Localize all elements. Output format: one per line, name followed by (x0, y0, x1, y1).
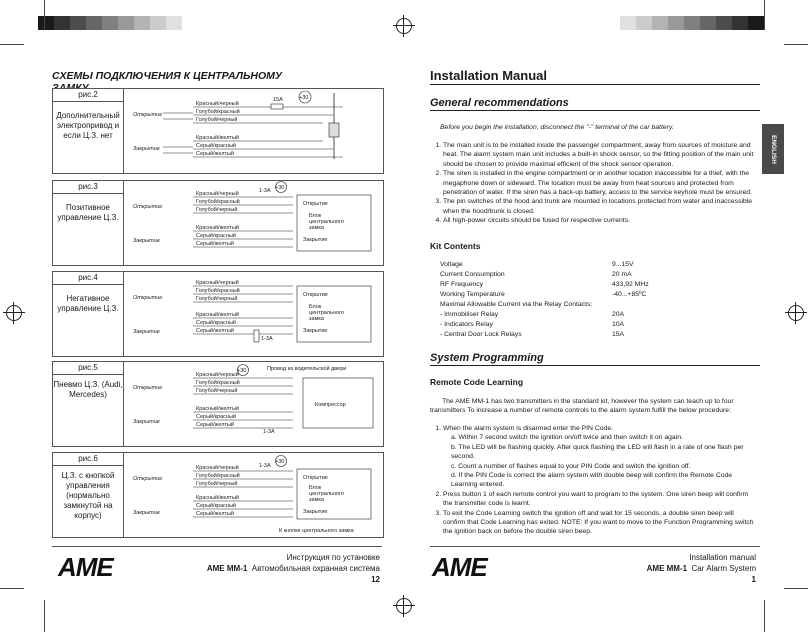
list-item: 1. The main unit is to be installed inside the passenger compartment, away from sources of moisture and heat. The alarm system main unit includes a built-in shock sensor, so the fitting position of the main unit should be chosen to provide maximal efficient of the shock sensor operation. (443, 141, 756, 169)
svg-text:Открытие: Открытие (133, 385, 163, 391)
footer-rule (52, 546, 382, 547)
svg-text:Открытие: Открытие (303, 292, 328, 298)
figure-2 (52, 88, 384, 174)
svg-text:замка: замка (309, 225, 324, 231)
svg-text:Закрытие: Закрытие (303, 237, 328, 243)
svg-text:замка: замка (309, 497, 324, 503)
figure-3 (52, 180, 384, 266)
svg-text:Компрессор: Компрессор (315, 402, 346, 408)
list-item: 3. To exit the Code Learning switch the ignition off and wait for 15 seconds, a double siren beep will confirm that Code Learning has exited. NOTE: If you want to move to the Function Programming switch the ignition back on before the double siren beep. (443, 509, 756, 537)
footer-info-en: Installation manual AME MM-1 Car Alarm System 1 (646, 553, 756, 584)
svg-text:Красный/желтый: Красный/желтый (196, 495, 239, 501)
crop-mark (44, 0, 45, 30)
svg-text:центрального: центрального (309, 491, 344, 497)
table-row: Voltage 9...15V (440, 261, 634, 268)
svg-text:Открытие: Открытие (133, 476, 163, 482)
registration-mark-bottom (396, 598, 412, 614)
list-item: 1. When the alarm system is disarmed enter the PIN Code. a. Within 7 second switch the ignition on/off twice and then switch it on again. b. The LED will be flashing quickly. After quick flashing the LED will flash in a rate of one flash per second. c. Count a number of flashes equal to your PIN Code and switch the ignition off. d. If the PIN Code is correct the alarm system with double beep will confirm the Remote Code Learning entered. (443, 424, 756, 490)
svg-text:Красный/желтый: Красный/желтый (196, 312, 239, 318)
svg-text:15A: 15A (273, 97, 283, 103)
wiring-diagram-2 (53, 89, 383, 173)
list-item: 2. The siren is installed in the engine compartment or in another location inaccessible for a thief, with the megaphone down or sideward. The location must be away from heat sources and protected from penetration of water. If the siren has a back-up battery, access to the service keyhole must be ensured. (443, 169, 756, 197)
svg-text:+30: +30 (275, 459, 285, 465)
svg-text:1-3A: 1-3A (259, 463, 271, 469)
svg-text:Блок: Блок (309, 485, 322, 491)
figure-label: рис.4 (53, 272, 124, 285)
svg-text:Закрытие: Закрытие (133, 238, 160, 244)
crop-mark (0, 588, 24, 589)
figure-6 (52, 452, 384, 538)
svg-text:Красный/черный: Красный/черный (196, 280, 239, 286)
crop-mark (0, 44, 24, 45)
svg-text:Открытие: Открытие (133, 112, 163, 118)
page-title: Installation Manual (430, 68, 760, 85)
footer-info-ru: Инструкция по установке AME MM-1 Автомобильная охранная система 12 (206, 553, 380, 584)
figure-label: рис.3 (53, 181, 124, 194)
svg-text:Голубой/черный: Голубой/черный (196, 388, 238, 394)
general-list (430, 141, 756, 226)
figure-label: рис.6 (53, 453, 124, 466)
general-recommendations-heading: General recommendations (430, 97, 760, 111)
ame-logo: AME (432, 552, 487, 582)
svg-text:+30: +30 (237, 368, 247, 374)
svg-text:1-3A: 1-3A (263, 429, 275, 435)
svg-text:Закрытие: Закрытие (133, 146, 160, 152)
svg-text:Красный/черный: Красный/черный (196, 191, 239, 197)
svg-text:Голубой/черный: Голубой/черный (196, 481, 238, 487)
svg-text:Красный/черный: Красный/черный (196, 372, 239, 378)
svg-text:Закрытие: Закрытие (303, 328, 328, 334)
figure-description: Пневмо Ц.З. (Audi, Mercedes) (53, 380, 123, 399)
svg-text:Серый/желтый: Серый/желтый (196, 328, 234, 334)
svg-text:Голубой/красный: Голубой/красный (196, 199, 240, 205)
svg-text:центрального: центрального (309, 310, 344, 316)
wiring-diagram-6 (53, 453, 383, 537)
wiring-diagram-4 (53, 272, 383, 356)
table-row: Maximal Allowable Current via the Relay Contacts: (440, 301, 593, 308)
svg-text:Серый/желтый: Серый/желтый (196, 151, 234, 157)
svg-text:Открытие: Открытие (303, 201, 328, 207)
svg-text:Закрытие: Закрытие (303, 509, 328, 515)
svg-text:Закрытие: Закрытие (133, 510, 160, 516)
wiring-diagram-3 (53, 181, 383, 265)
registration-mark-top (396, 18, 412, 34)
svg-text:Закрытие: Закрытие (133, 419, 160, 425)
svg-text:Красный/желтый: Красный/желтый (196, 225, 239, 231)
svg-text:Красный/черный: Красный/черный (196, 101, 239, 107)
svg-text:Серый/желтый: Серый/желтый (196, 511, 234, 517)
table-row: Working Temperature -40...+85ºC (440, 291, 647, 298)
specs-table (440, 261, 649, 341)
svg-text:Открытие: Открытие (133, 204, 163, 210)
svg-text:центрального: центрального (309, 219, 344, 225)
figure-label: рис.2 (53, 89, 124, 102)
svg-text:Блок: Блок (309, 213, 322, 219)
svg-text:Серый/красный: Серый/красный (196, 233, 236, 239)
svg-text:+30: +30 (275, 185, 285, 191)
svg-text:Голубой/красный: Голубой/красный (196, 473, 240, 479)
svg-text:+30: +30 (299, 95, 309, 101)
svg-text:Серый/красный: Серый/красный (196, 414, 236, 420)
svg-text:Серый/красный: Серый/красный (196, 320, 236, 326)
svg-text:Красный/желтый: Красный/желтый (196, 406, 239, 412)
crop-mark (784, 44, 808, 45)
figure-4 (52, 271, 384, 357)
figure-description: Позитивное управление Ц.З. (57, 203, 119, 222)
svg-text:Открытие: Открытие (133, 295, 163, 301)
svg-text:Серый/красный: Серый/красный (196, 143, 236, 149)
crop-mark (784, 588, 808, 589)
color-bars-left (38, 16, 182, 30)
table-row: - Immobiliser Relay 20A (440, 311, 625, 318)
table-row: RF Frequency 433,92 MHz (440, 281, 649, 288)
svg-text:К кнопке центрального замка: К кнопке центрального замка (279, 528, 354, 534)
svg-text:1-3A: 1-3A (259, 188, 271, 194)
svg-text:Голубой/красный: Голубой/красный (196, 380, 240, 386)
general-intro: Before you begin the installation, disconnect the "-" terminal of the car battery. (440, 124, 674, 131)
registration-mark-right (788, 305, 804, 321)
table-row: - Indicators Relay 10A (440, 321, 625, 328)
svg-text:Голубой/черный: Голубой/черный (196, 207, 238, 213)
ame-logo: AME (58, 552, 113, 582)
wiring-diagram-5 (53, 362, 383, 446)
system-programming-heading: System Programming (430, 352, 760, 366)
svg-text:замка: замка (309, 316, 324, 322)
svg-text:Блок: Блок (309, 304, 322, 310)
list-item: 2. Press button 1 of each remote control you want to program to the system. One siren beep will confirm the transmitter code is learnt. (443, 490, 756, 509)
svg-text:Голубой/черный: Голубой/черный (196, 296, 238, 302)
svg-text:Голубой/красный: Голубой/красный (196, 288, 240, 294)
table-row: Current Consumption 20 mA (440, 271, 632, 278)
figure-5 (52, 361, 384, 447)
figure-description: Дополнительный электропривод и если Ц.З. нет (56, 111, 120, 140)
svg-text:Серый/желтый: Серый/желтый (196, 422, 234, 428)
footer-rule (430, 546, 760, 547)
crop-mark (44, 600, 45, 632)
svg-text:Закрытие: Закрытие (133, 329, 160, 335)
svg-text:Провод из водительской двери: Провод из водительской двери (267, 366, 347, 372)
list-item: 4. All high-power circuits should be fused for respective currents. (443, 216, 756, 225)
svg-text:Красный/желтый: Красный/желтый (196, 135, 239, 141)
svg-text:Красный/черный: Красный/черный (196, 465, 239, 471)
figure-description: Ц.З. с кнопкой управления (нормально замкнутой на корпус) (61, 471, 115, 520)
figure-description: Негативное управление Ц.З. (57, 294, 119, 313)
registration-mark-left (6, 305, 22, 321)
svg-text:Голубой/черный: Голубой/черный (196, 117, 238, 123)
page-title-ru: СХЕМЫ ПОДКЛЮЧЕНИЯ К ЦЕНТРАЛЬНОМУ (52, 70, 292, 97)
programming-intro: The AME MM-1 has two transmitters in the standard kit, however the system can teach up to four transmitters To increase a number of remote controls to the alarm system fulfill the below procedure: (430, 398, 734, 415)
language-tab: ENGLISH (762, 124, 784, 174)
list-item: 3. The pin switches of the hood and trunk are mounted in locations protected from water and inaccessible when the hood/trunk is closed. (443, 197, 756, 216)
crop-mark (764, 0, 765, 30)
svg-text:Открытие: Открытие (303, 475, 328, 481)
remote-code-learning-heading: Remote Code Learning (430, 377, 524, 387)
figure-label: рис.5 (53, 362, 124, 375)
kit-contents-heading: Kit Contents (430, 241, 481, 251)
table-row: - Central Door Lock Relays 15A (440, 331, 625, 338)
color-bars-right (620, 16, 764, 30)
svg-text:Серый/красный: Серый/красный (196, 503, 236, 509)
programming-steps (430, 424, 756, 537)
svg-text:Голубой/красный: Голубой/красный (196, 109, 240, 115)
svg-text:1-3A: 1-3A (261, 336, 273, 342)
crop-mark (764, 600, 765, 632)
svg-text:Серый/желтый: Серый/желтый (196, 241, 234, 247)
